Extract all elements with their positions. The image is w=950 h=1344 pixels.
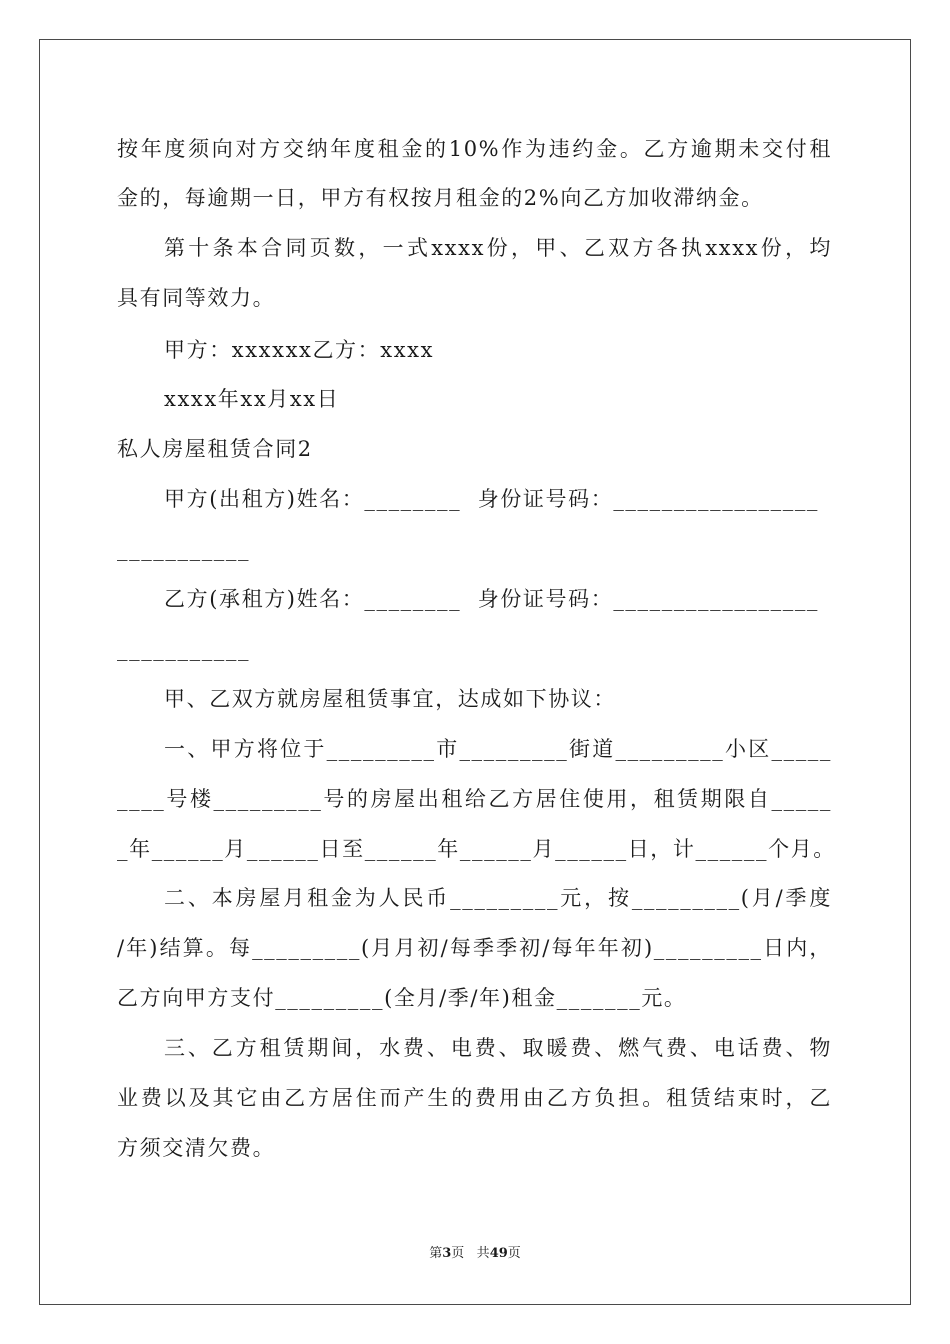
paragraph-line: 金的，每逾期一日，甲方有权按月租金的2%向乙方加收滞纳金。 <box>117 186 764 210</box>
clause-3-line: 业费以及其它由乙方居住而产生的费用由乙方负担。租赁结束时，乙 <box>117 1086 832 1110</box>
total-pages: 49 <box>489 1246 508 1261</box>
clause-3-line: 三、乙方租赁期间，水费、电费、取暖费、燃气费、电话费、物 <box>164 1036 832 1060</box>
clause-1-line: _年______月______日至______年______月______日，计______个月。 <box>117 837 836 861</box>
lessor-name-field: 甲方(出租方)姓名：________ 身份证号码：_________________ <box>164 487 820 511</box>
paragraph-line: 具有同等效力。 <box>117 286 276 310</box>
clause-3-line: 方须交清欠费。 <box>117 1136 276 1160</box>
paragraph-line: 第十条本合同页数，一式xxxx份，甲、乙双方各执xxxx份，均 <box>164 236 832 260</box>
page-suffix: 页 <box>451 1246 465 1261</box>
page-prefix: 第 <box>429 1246 443 1261</box>
paragraph-line: 甲、乙双方就房屋租赁事宜，达成如下协议： <box>164 687 616 711</box>
clause-2-line: /年)结算。每_________(月月初/每季季初/每年年初)_________日内， <box>117 936 832 960</box>
total-suffix: 页 <box>507 1246 521 1261</box>
page-footer <box>0 1245 950 1263</box>
clause-1-line: ____号楼_________号的房屋出租给乙方居住使用，租赁期限自_____ <box>117 787 832 811</box>
clause-1-line: 一、甲方将位于_________市_________街道_________小区_____ <box>164 737 832 761</box>
clause-2-line: 二、本房屋月租金为人民币_________元，按_________(月/季度 <box>164 886 832 910</box>
total-prefix: 共 <box>476 1246 490 1261</box>
section-title: 私人房屋租赁合同2 <box>117 437 313 461</box>
lessee-name-field: 乙方(承租方)姓名：________ 身份证号码：_________________ <box>164 587 820 611</box>
page-number: 3 <box>442 1246 452 1261</box>
lessor-id-blank: ___________ <box>117 537 251 561</box>
page-border <box>39 39 911 1305</box>
lessee-id-blank: ___________ <box>117 637 251 661</box>
clause-2-line: 乙方向甲方支付_________(全月/季/年)租金_______元。 <box>117 986 687 1010</box>
signature-parties: 甲方：xxxxxx乙方：xxxx <box>164 338 435 362</box>
signature-date: xxxx年xx月xx日 <box>164 387 340 411</box>
paragraph-line: 按年度须向对方交纳年度租金的10%作为违约金。乙方逾期未交付租 <box>117 137 832 161</box>
